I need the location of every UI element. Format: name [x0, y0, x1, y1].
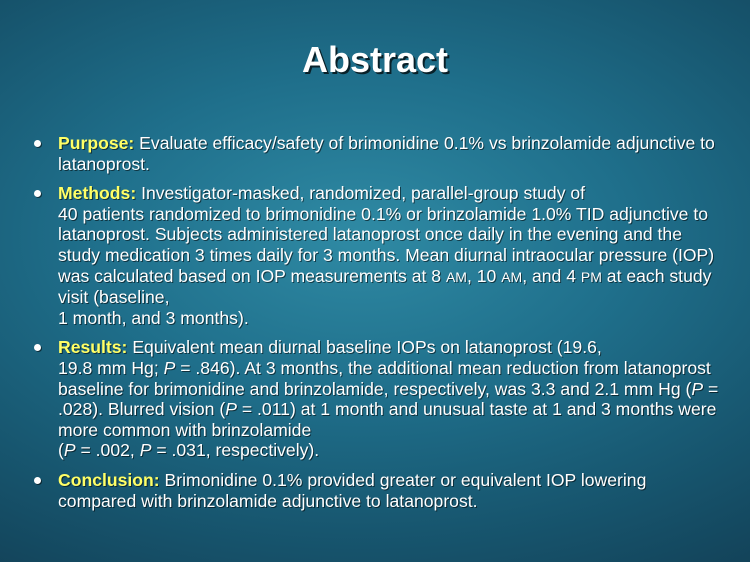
methods-am-1: AM — [445, 268, 467, 285]
results-p-value-2: P — [691, 378, 704, 399]
conclusion-text: Brimonidine 0.1% provided greater or equivalent IOP lowering compared with brinzolamide adjunctive to latanoprost. — [58, 469, 647, 511]
results-p-value-4: P — [63, 440, 76, 461]
results-text-4: = .028). Blurred vision ( — [58, 378, 719, 420]
results-text-6: ( — [58, 440, 64, 461]
results-text-3: = .846). At 3 months, the additional mean reduction from latanoprost baseline for brimonidine and brinzolamide, respectively, was 3.3 and 2.1 mm Hg ( — [58, 357, 711, 399]
bullet-methods — [30, 183, 728, 328]
results-p-value-5: P — [139, 440, 152, 461]
bullet-dot-icon — [34, 140, 41, 147]
results-text-8: = .031, respectively). — [156, 440, 320, 461]
purpose-label: Purpose: — [58, 133, 135, 153]
results-text-1: Equivalent mean diurnal baseline IOPs on latanoprost (19.6, — [132, 337, 602, 358]
bullet-conclusion — [30, 470, 728, 511]
bullet-dot-icon — [34, 477, 41, 484]
bullet-purpose — [30, 133, 728, 174]
methods-label: Methods: — [58, 183, 137, 204]
conclusion-label: Conclusion: — [58, 469, 160, 490]
methods-pm: PM — [580, 268, 602, 285]
methods-am-2: AM — [501, 268, 523, 285]
results-p-value-3: P — [225, 399, 237, 420]
methods-text-1: Investigator-masked, randomized, parallel-group study of — [141, 183, 586, 204]
methods-text-6: 1 month, and 3 months). — [58, 307, 249, 328]
slide-title: Abstract — [301, 39, 449, 80]
results-p-value-1: P — [163, 357, 176, 378]
results-text-5: = .011) at 1 month and unusual taste at 1 and 3 months were more common with brinzolamide — [58, 399, 717, 440]
bullet-dot-icon — [34, 344, 41, 351]
purpose-text: Evaluate efficacy/safety of brimonidine 0.1% vs brinzolamide adjunctive to latanoprost. — [58, 133, 715, 174]
results-label: Results: — [58, 337, 128, 358]
abstract-bullet-list — [30, 133, 728, 520]
bullet-results — [30, 337, 728, 461]
methods-text-3: , 10 — [466, 265, 497, 286]
methods-text-4: , and 4 — [522, 265, 576, 286]
methods-text-5: at each study visit (baseline, — [58, 265, 712, 308]
bullet-dot-icon — [34, 190, 41, 197]
methods-text-2: 40 patients randomized to brimonidine 0.1% or brinzolamide 1.0% TID adjunctive to latanoprost. Subjects administered latanoprost once daily in the evening and the study medication 3 times daily for 3 months. Mean diurnal intraocular pressure (IOP) was calculated based on IOP measurements at 8 — [58, 203, 715, 286]
results-text-7: = .002, — [80, 440, 135, 461]
results-text-2: 19.8 mm Hg; — [58, 357, 159, 378]
